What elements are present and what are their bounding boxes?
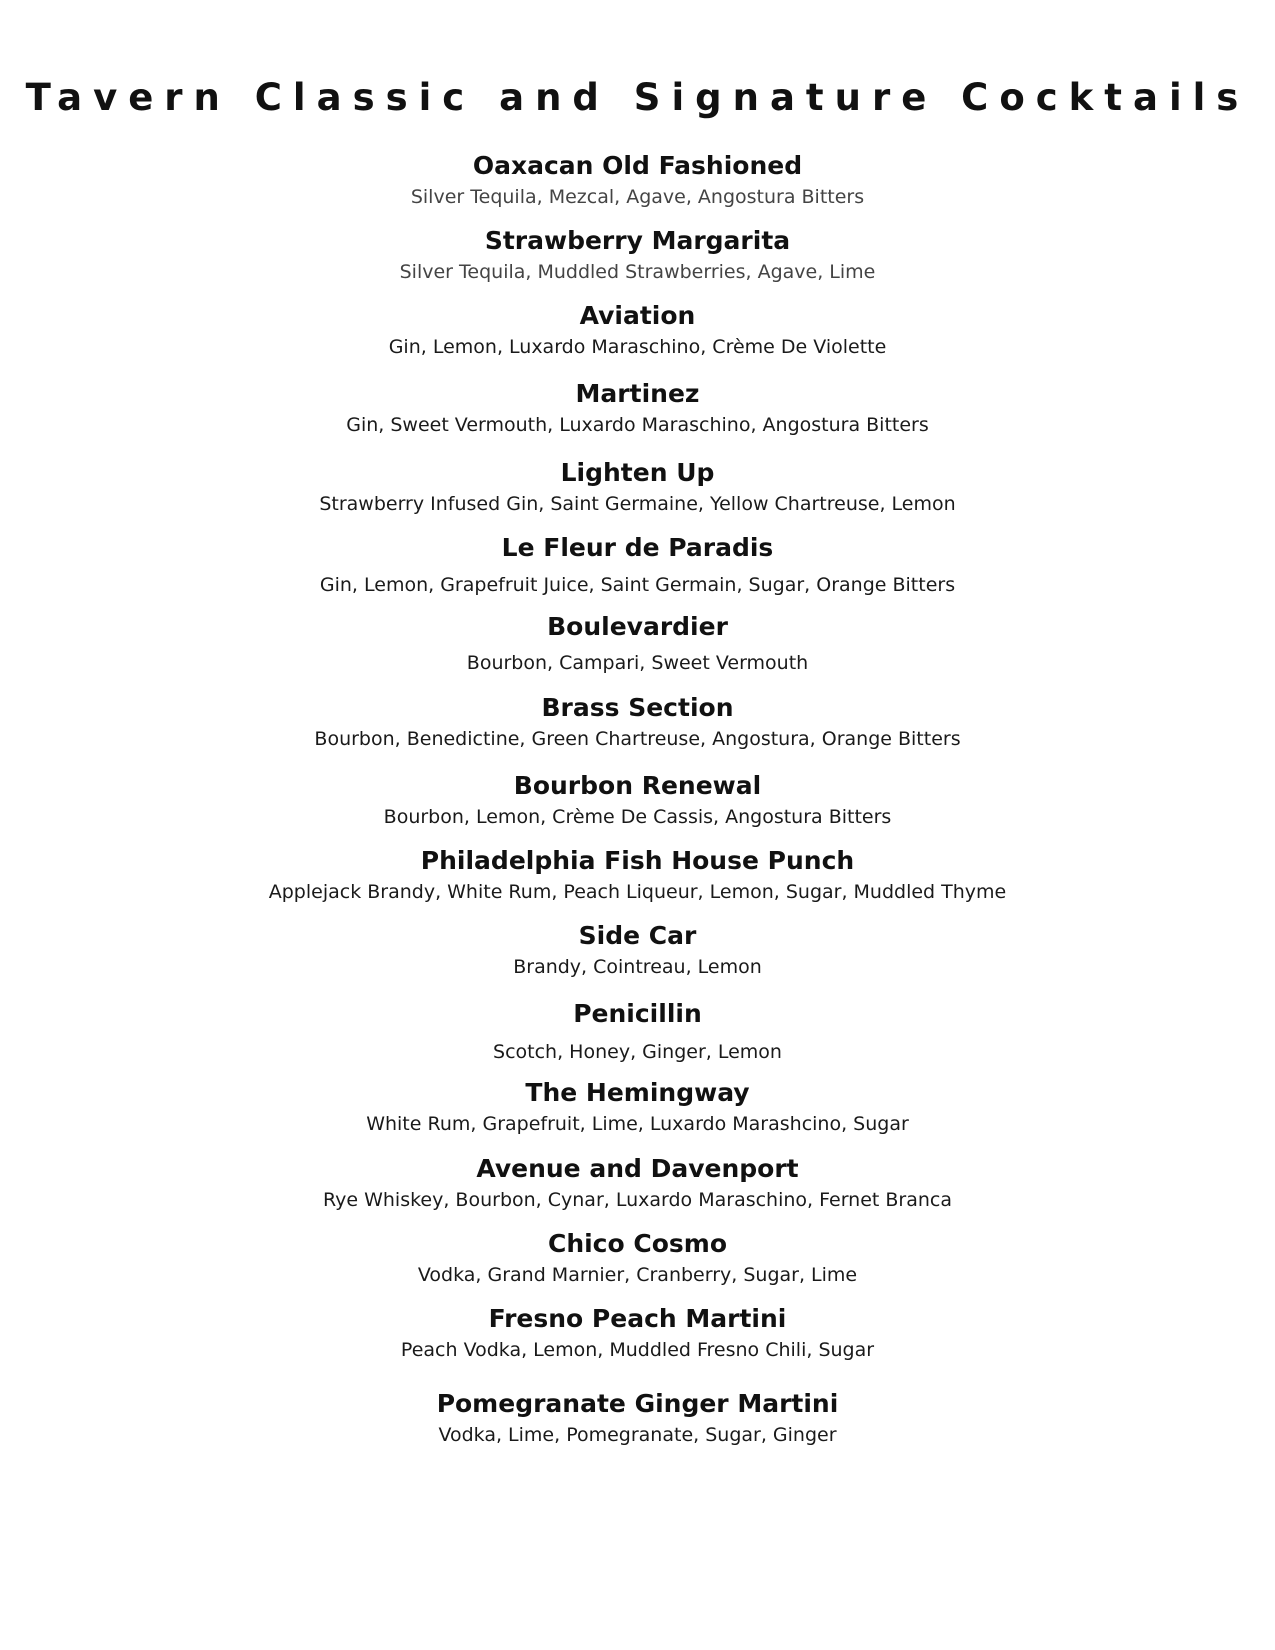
- item-ingredients: Vodka, Lime, Pomegranate, Sugar, Ginger: [438, 1424, 837, 1446]
- page-title: Tavern Classic and Signature Cocktails: [25, 76, 1250, 119]
- menu-item-le-fleur-de-paradis: [0, 532, 1275, 598]
- item-ingredients: Gin, Lemon, Luxardo Maraschino, Crème De Violette: [388, 336, 887, 358]
- menu-item-pomegranate-ginger-martini: [0, 1388, 1275, 1448]
- menu-item-penicillin: [0, 998, 1275, 1065]
- menu-item-chico-cosmo: [0, 1228, 1275, 1288]
- item-name: Philadelphia Fish House Punch: [420, 846, 855, 875]
- menu-item-philadelphia-fish-house-punch: [0, 845, 1275, 905]
- menu-item-oaxacan-old-fashioned: [0, 150, 1275, 210]
- item-name: Oaxacan Old Fashioned: [472, 151, 803, 180]
- item-name: Aviation: [579, 301, 696, 330]
- item-name: Le Fleur de Paradis: [501, 533, 774, 562]
- item-name: Bourbon Renewal: [513, 771, 762, 800]
- item-name: Penicillin: [573, 999, 702, 1028]
- item-ingredients: Brandy, Cointreau, Lemon: [513, 956, 762, 978]
- menu-item-aviation: [0, 300, 1275, 360]
- item-ingredients: Strawberry Infused Gin, Saint Germaine, Yellow Chartreuse, Lemon: [319, 493, 956, 515]
- menu-item-martinez: [0, 378, 1275, 438]
- item-ingredients: Silver Tequila, Mezcal, Agave, Angostura Bitters: [410, 186, 865, 208]
- item-name: Fresno Peach Martini: [488, 1304, 787, 1333]
- item-name: Martinez: [575, 379, 700, 408]
- item-ingredients: Rye Whiskey, Bourbon, Cynar, Luxardo Maraschino, Fernet Branca: [322, 1189, 953, 1211]
- item-ingredients: Bourbon, Campari, Sweet Vermouth: [466, 652, 809, 674]
- item-ingredients: Gin, Lemon, Grapefruit Juice, Saint Germain, Sugar, Orange Bitters: [319, 574, 956, 596]
- item-name: Side Car: [578, 921, 697, 950]
- menu-item-boulevardier: [0, 611, 1275, 676]
- menu-item-brass-section: [0, 692, 1275, 752]
- item-ingredients: Bourbon, Benedictine, Green Chartreuse, Angostura, Orange Bitters: [314, 728, 961, 750]
- item-ingredients: Gin, Sweet Vermouth, Luxardo Maraschino, Angostura Bitters: [346, 414, 929, 436]
- item-ingredients: Scotch, Honey, Ginger, Lemon: [493, 1041, 782, 1063]
- item-name: Avenue and Davenport: [476, 1154, 799, 1183]
- item-name: Brass Section: [541, 693, 734, 722]
- menu-item-lighten-up: [0, 457, 1275, 517]
- item-ingredients: Peach Vodka, Lemon, Muddled Fresno Chili, Sugar: [400, 1339, 875, 1361]
- menu-item-bourbon-renewal: [0, 770, 1275, 830]
- item-name: Boulevardier: [547, 612, 728, 641]
- menu-item-side-car: [0, 920, 1275, 980]
- item-name: The Hemingway: [525, 1078, 750, 1107]
- item-ingredients: Applejack Brandy, White Rum, Peach Liqueur, Lemon, Sugar, Muddled Thyme: [268, 881, 1007, 903]
- item-name: Pomegranate Ginger Martini: [436, 1389, 839, 1418]
- item-ingredients: Vodka, Grand Marnier, Cranberry, Sugar, Lime: [417, 1264, 858, 1286]
- item-ingredients: Bourbon, Lemon, Crème De Cassis, Angostura Bitters: [383, 806, 892, 828]
- item-ingredients: Silver Tequila, Muddled Strawberries, Agave, Lime: [399, 261, 876, 283]
- item-name: Strawberry Margarita: [484, 226, 791, 255]
- item-ingredients: White Rum, Grapefruit, Lime, Luxardo Marashcino, Sugar: [366, 1113, 909, 1135]
- menu-item-fresno-peach-martini: [0, 1303, 1275, 1363]
- item-name: Lighten Up: [560, 458, 715, 487]
- menu-item-avenue-and-davenport: [0, 1153, 1275, 1213]
- menu-item-the-hemingway: [0, 1077, 1275, 1137]
- item-name: Chico Cosmo: [547, 1229, 728, 1258]
- menu-item-strawberry-margarita: [0, 225, 1275, 285]
